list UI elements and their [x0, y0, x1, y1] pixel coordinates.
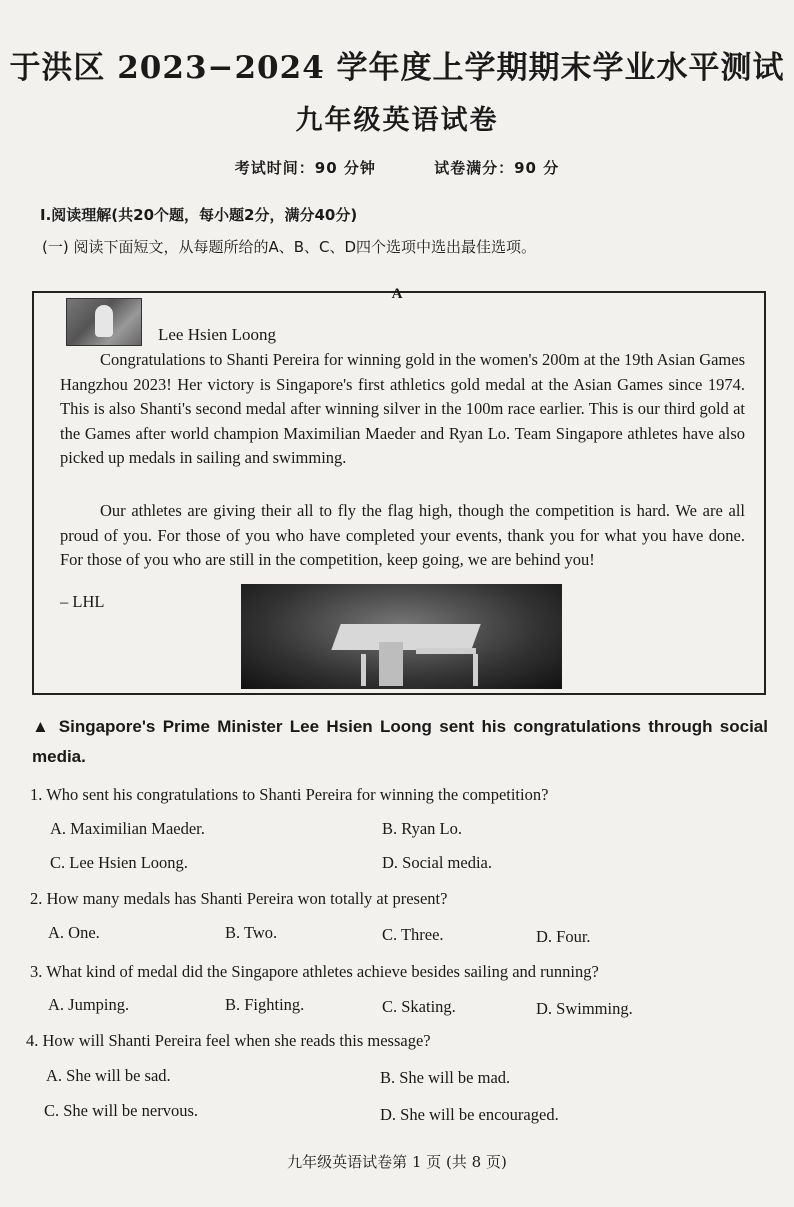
post-author: Lee Hsien Loong	[158, 325, 277, 344]
exam-meta	[0, 157, 794, 178]
question-4-option-d: D. She will be encouraged.	[380, 1105, 559, 1124]
question-2-option-b: B. Two.	[225, 923, 278, 942]
question-1-option-b: B. Ryan Lo.	[382, 819, 463, 838]
section-heading: I.阅读理解(共20个题，每小题2分，满分40分)	[40, 206, 358, 224]
question-3-option-d: D. Swimming.	[536, 999, 633, 1018]
question-1: 1. Who sent his congratulations to Shanti Pereira for winning the competition?	[30, 785, 549, 804]
question-2-option-d: D. Four.	[536, 927, 591, 946]
avatar-figure-icon	[95, 305, 113, 337]
exam-time: 考试时间：90 分钟	[234, 159, 376, 177]
passage-label: A	[391, 286, 403, 302]
photo-caption: ▲ Singapore's Prime Minister Lee Hsien Loong sent his congratulations through social media.	[32, 717, 768, 766]
profile-avatar	[66, 298, 142, 346]
post-signature: – LHL	[60, 592, 105, 611]
question-4-option-c: C. She will be nervous.	[44, 1101, 198, 1120]
exam-title: 于洪区 2023−2024 学年度上学期期末学业水平测试	[9, 50, 785, 86]
question-3-option-b: B. Fighting.	[225, 995, 305, 1014]
question-1-option-d: D. Social media.	[382, 853, 492, 872]
question-1-option-c: C. Lee Hsien Loong.	[50, 853, 188, 872]
page-footer: 九年级英语试卷第 1 页 (共 8 页)	[287, 1153, 507, 1171]
question-4-option-b: B. She will be mad.	[380, 1068, 511, 1087]
question-2-option-a: A. One.	[48, 923, 100, 942]
section-instruction: (一) 阅读下面短文，从每题所给的A、B、C、D四个选项中选出最佳选项。	[42, 238, 537, 256]
exam-subtitle: 九年级英语试卷	[295, 105, 499, 136]
question-3-option-c: C. Skating.	[382, 997, 456, 1016]
question-1-option-a: A. Maximilian Maeder.	[50, 819, 205, 838]
passage-paragraph-1: Congratulations to Shanti Pereira for winning gold in the women's 200m at the 19th Asian Games Hangzhou 2023! Her victory is Singapore's first athletics gold medal at the Asian Games since 1974. This is also Shanti's second medal after winning silver in the 100m race earlier. This is our third gold at the Games after world champion Maximilian Maeder and Ryan Lo. Team Singapore athletes have also picked up medals in sailing and swimming.	[60, 350, 746, 467]
question-4: 4. How will Shanti Pereira feel when she reads this message?	[26, 1031, 431, 1050]
question-3-option-a: A. Jumping.	[48, 995, 130, 1014]
question-3: 3. What kind of medal did the Singapore athletes achieve besides sailing and running?	[30, 962, 599, 981]
passage-paragraph-2: Our athletes are giving their all to fly the flag high, though the competition is hard. We are all proud of you. For those of you who have completed your events, thank you for what you have done. For those of you who are still in the competition, keep going, we are behind you!	[60, 501, 745, 569]
question-4-option-a: A. She will be sad.	[46, 1066, 171, 1085]
athlete-photo	[241, 584, 562, 689]
question-2-option-c: C. Three.	[382, 925, 444, 944]
question-2: 2. How many medals has Shanti Pereira won totally at present?	[30, 889, 448, 908]
exam-score: 试卷满分：90 分	[434, 159, 560, 177]
